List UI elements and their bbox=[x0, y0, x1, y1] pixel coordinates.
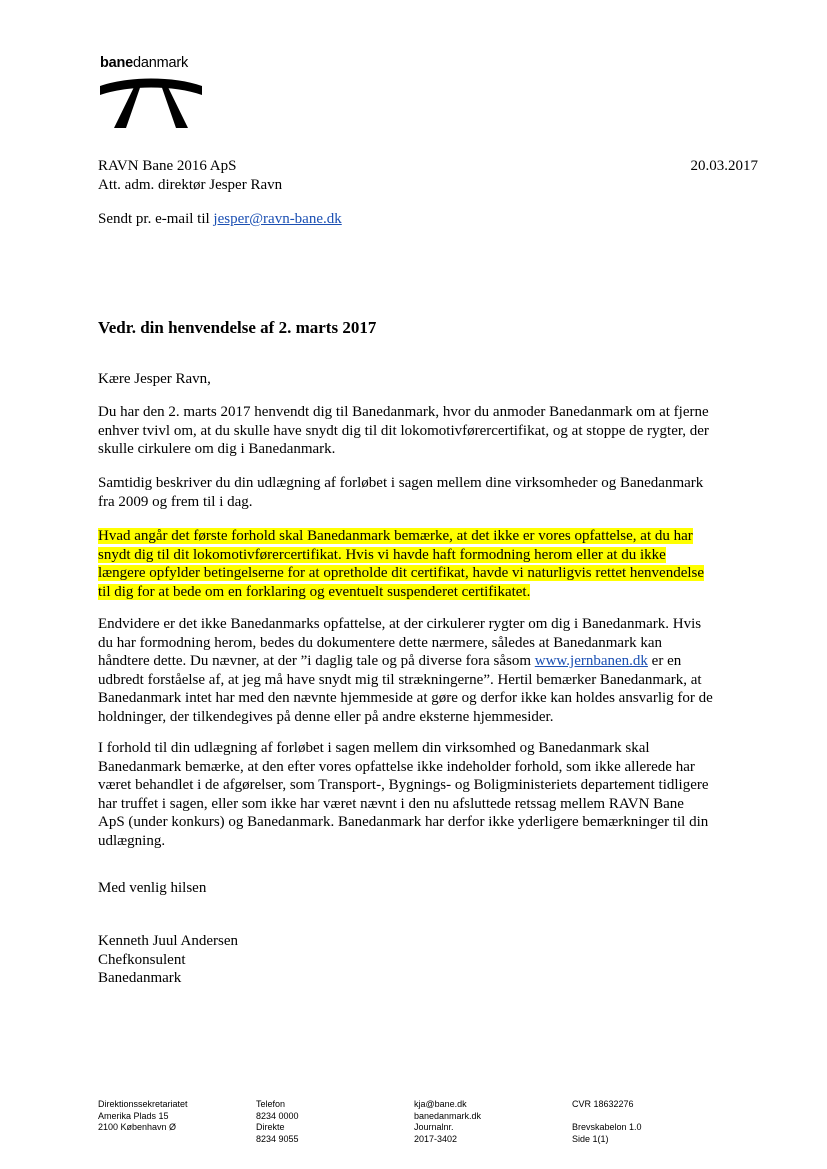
footer-email[interactable]: kja@bane.dk bbox=[414, 1099, 467, 1109]
text-line: udbredt forståelse af, at jeg må have snydt mig til strækningerne”. Hertil bemærker Banedanmark, at bbox=[98, 671, 702, 688]
footer-website[interactable]: banedanmark.dk bbox=[414, 1110, 482, 1121]
signature-org: Banedanmark bbox=[98, 970, 182, 986]
footer-text: Brevskabelon 1.0 bbox=[572, 1122, 642, 1132]
text-line: Du har den 2. marts 2017 henvendt dig til Banedanmark, hvor du anmoder Banedanmark om at fjerne bbox=[98, 404, 709, 420]
text-line: enhver tvivl om, at du skulle have snydt dig til dit lokomotivførercertifikat, og at stoppe de rygter, der bbox=[98, 422, 709, 439]
banedanmark-logo bbox=[100, 55, 210, 130]
footer-text: 8234 9055 bbox=[256, 1133, 299, 1144]
signature-title: Chefkonsulent bbox=[98, 951, 186, 968]
footer-text: Direktionssekretariatet bbox=[98, 1099, 188, 1109]
text-line bbox=[98, 546, 738, 565]
paragraph-4 bbox=[98, 615, 738, 726]
footer-text: CVR 18632276 bbox=[572, 1099, 634, 1109]
footer-text: Telefon bbox=[256, 1099, 286, 1109]
highlighted-text: Hvad angår det første forhold skal Banedanmark bemærke, at det ikke er vores opfattelse, at du har bbox=[98, 528, 693, 544]
footer-text: Direkte bbox=[256, 1122, 285, 1132]
text-line: har truffet i sagen, eller som ikke har været nævnt i den nu afsluttede retssag mellem RAVN Bane bbox=[98, 795, 684, 812]
paragraph-5 bbox=[98, 739, 738, 850]
text-line: Endvidere er det ikke Banedanmarks opfattelse, at der cirkulerer rygter om dig i Banedanmark. Hvis bbox=[98, 616, 702, 632]
footer-text: Amerika Plads 15 bbox=[98, 1110, 169, 1121]
text-line: Banedanmark bemærke, at den efter vores opfattelse ikke indeholder forhold, som ikke allerede har bbox=[98, 758, 695, 775]
paragraph-3-highlighted bbox=[98, 527, 738, 601]
letter-date: 20.03.2017 bbox=[690, 158, 758, 174]
text-line: Banedanmark intet har med den nævnte hjemmeside at gøre og derfor ikke kan holdes ansvarlig for de bbox=[98, 690, 713, 706]
text-line: skulle cirkulere om dig i Banedanmark. bbox=[98, 441, 336, 457]
signature-name: Kenneth Juul Andersen bbox=[98, 933, 238, 949]
footer-text: 2100 København Ø bbox=[98, 1122, 177, 1132]
footer-text: Journalnr. bbox=[414, 1122, 454, 1132]
recipient-email-link[interactable]: jesper@ravn-bane.dk bbox=[213, 211, 342, 227]
sent-prefix: Sendt pr. e-mail til bbox=[98, 211, 214, 227]
recipient-company: RAVN Bane 2016 ApS bbox=[98, 158, 237, 174]
text-segment: er en bbox=[647, 653, 682, 669]
footer-text: 8234 0000 bbox=[256, 1110, 299, 1121]
text-line bbox=[98, 564, 738, 583]
logo-wordmark bbox=[100, 55, 210, 71]
paragraph-1 bbox=[98, 403, 738, 459]
footer-phone bbox=[256, 1099, 299, 1145]
subject-line bbox=[98, 318, 376, 338]
text-line: holdninger, der tilkendegives på denne eller på andre eksterne hjemmesider. bbox=[98, 708, 554, 725]
sent-by-email-line bbox=[98, 210, 342, 229]
footer-text bbox=[572, 1111, 642, 1123]
highlighted-text: længere opfylder betingelserne for at opretholde dit certifikat, havde vi naturligvis rettet henvendelse bbox=[98, 565, 705, 581]
footer-text: Side 1(1) bbox=[572, 1133, 609, 1144]
footer-contact bbox=[414, 1099, 481, 1145]
logo-wordmark-regular: danmark bbox=[133, 55, 189, 71]
text-line: fra 2009 og frem til i dag. bbox=[98, 493, 253, 510]
footer-meta bbox=[572, 1099, 642, 1145]
banedanmark-track-logo-icon bbox=[100, 72, 202, 128]
jernbanen-link[interactable]: www.jernbanen.dk bbox=[534, 653, 648, 669]
page-title: Vedr. din henvendelse af 2. marts 2017 bbox=[98, 318, 377, 337]
paragraph-2 bbox=[98, 474, 738, 511]
text-line: I forhold til din udlægning af forløbet i sagen mellem din virksomhed og Banedanmark skal bbox=[98, 740, 650, 756]
text-line bbox=[98, 652, 738, 671]
highlighted-text: til dig for at bede om en forklaring og eventuelt suspenderet certifikatet. bbox=[98, 583, 531, 600]
highlighted-text: snydt dig til dit lokomotivførercertifikat. Hvis vi havde haft formodning herom eller at du ikke bbox=[98, 546, 666, 563]
footer-address bbox=[98, 1099, 188, 1134]
closing: Med venlig hilsen bbox=[98, 880, 207, 896]
text-line: ApS (under konkurs) og Banedanmark. Banedanmark har derfor ikke yderligere bemærkninger til din bbox=[98, 814, 709, 830]
recipient-attention: Att. adm. direktør Jesper Ravn bbox=[98, 177, 283, 193]
logo-wordmark-bold: bane bbox=[100, 55, 134, 71]
text-line bbox=[98, 583, 738, 602]
text-line: Samtidig beskriver du din udlægning af forløbet i sagen mellem dine virksomheder og Banedanmark bbox=[98, 475, 704, 491]
text-segment: håndtere dette. Du nævner, at der ”i daglig tale og på diverse fora såsom bbox=[98, 653, 535, 669]
text-line: du har formodning herom, bedes du dokumentere dette nærmere, således at Banedanmark kan bbox=[98, 634, 662, 651]
signature-block bbox=[98, 932, 238, 988]
salutation: Kære Jesper Ravn, bbox=[98, 371, 211, 387]
footer-text: 2017-3402 bbox=[414, 1133, 458, 1144]
text-line: været behandlet i de afgørelser, som Transport-, Bygnings- og Boligministeriets departement tidligere bbox=[98, 777, 709, 793]
text-line bbox=[98, 527, 738, 546]
text-line: udlægning. bbox=[98, 832, 166, 849]
